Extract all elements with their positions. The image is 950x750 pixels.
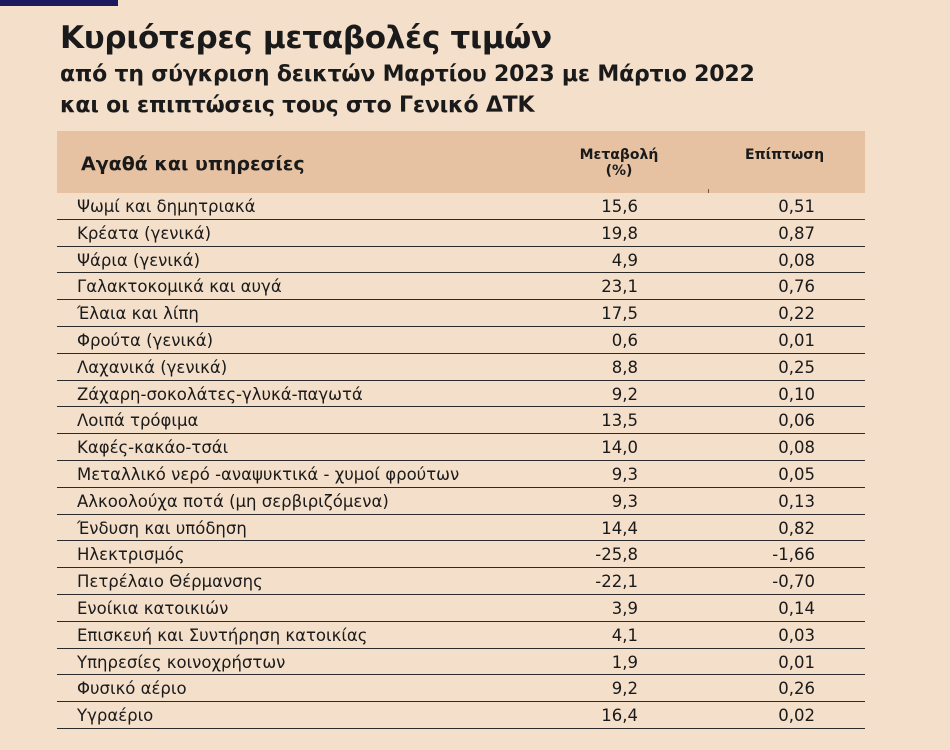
price-change-table	[57, 131, 865, 729]
cell-change-percent: 13,5	[601, 411, 638, 431]
cell-change-percent: 9,3	[611, 491, 638, 511]
table-row	[57, 622, 865, 649]
cell-goods: Ηλεκτρισμός	[77, 545, 185, 565]
cell-impact: 0,05	[778, 464, 815, 484]
cell-impact: 0,82	[778, 518, 815, 538]
cell-goods: Λαχανικά (γενικά)	[77, 357, 228, 377]
cell-impact: 0,10	[778, 384, 815, 404]
table-row	[57, 702, 865, 729]
cell-impact: 0,26	[778, 679, 815, 699]
cell-goods: Υπηρεσίες κοινοχρήστων	[77, 652, 286, 672]
page-title: Κυριότερες μεταβολές τιμών	[60, 20, 552, 56]
cell-goods: Υγραέριο	[77, 706, 154, 726]
cell-goods: Ζάχαρη-σοκολάτες-γλυκά-παγωτά	[77, 384, 363, 404]
cell-impact: 0,08	[778, 250, 815, 270]
cell-goods: Φρούτα (γενικά)	[77, 330, 214, 350]
cell-change-percent: 9,2	[611, 679, 638, 699]
column-header-impact: Επίπτωση	[745, 147, 825, 163]
cell-change-percent: 23,1	[601, 277, 638, 297]
cell-impact: 0,08	[778, 438, 815, 458]
cell-impact: 0,87	[778, 223, 815, 243]
cell-change-percent: 9,2	[611, 384, 638, 404]
cell-impact: 0,14	[778, 598, 815, 618]
column-header-goods: Αγαθά και υπηρεσίες	[81, 153, 305, 175]
cell-change-percent: 19,8	[601, 223, 638, 243]
table-row	[57, 649, 865, 676]
cell-change-percent: 17,5	[601, 304, 638, 324]
cell-impact: 0,01	[778, 652, 815, 672]
table-row	[57, 247, 865, 274]
cell-change-percent: 14,0	[601, 438, 638, 458]
table-row	[57, 300, 865, 327]
table-row	[57, 273, 865, 300]
accent-bar	[0, 0, 118, 6]
table-row	[57, 354, 865, 381]
cell-goods: Φυσικό αέριο	[77, 679, 187, 699]
table-row	[57, 515, 865, 542]
table-header	[57, 131, 865, 193]
cell-change-percent: 9,3	[611, 464, 638, 484]
table-row	[57, 488, 865, 515]
cell-change-percent: 4,9	[611, 250, 638, 270]
cell-change-percent: -25,8	[595, 545, 638, 565]
cell-goods: Επισκευή και Συντήρηση κατοικίας	[77, 625, 368, 645]
cell-goods: Γαλακτοκομικά και αυγά	[77, 277, 282, 297]
cell-change-percent: 0,6	[611, 330, 638, 350]
cell-change-percent: 15,6	[601, 197, 638, 216]
page-subtitle-line-2: και οι επιπτώσεις τους στο Γενικό ΔΤΚ	[60, 93, 535, 118]
cell-goods: Καφές-κακάο-τσάι	[77, 438, 229, 458]
cell-change-percent: 4,1	[611, 625, 638, 645]
table-row	[57, 434, 865, 461]
table-row	[57, 595, 865, 622]
cell-impact: 0,06	[778, 411, 815, 431]
cell-goods: Αλκοολούχα ποτά (μη σερβιριζόμενα)	[77, 491, 389, 511]
cell-goods: Ψωμί και δημητριακά	[77, 197, 256, 216]
table-row	[57, 327, 865, 354]
cell-impact: 0,01	[778, 330, 815, 350]
cell-change-percent: -22,1	[595, 572, 638, 592]
table-body	[57, 193, 865, 729]
cell-goods: Πετρέλαιο Θέρμανσης	[77, 572, 263, 592]
cell-change-percent: 1,9	[611, 652, 638, 672]
cell-impact: 0,22	[778, 304, 815, 324]
cell-impact: 0,02	[778, 706, 815, 726]
table-row	[57, 568, 865, 595]
table-row	[57, 541, 865, 568]
page-subtitle-line-1: από τη σύγκριση δεικτών Μαρτίου 2023 με Μάρτιο 2022	[60, 62, 755, 87]
cell-impact: 0,51	[778, 197, 815, 216]
cell-change-percent: 16,4	[601, 706, 638, 726]
cell-impact: 0,03	[778, 625, 815, 645]
cell-goods: Ψάρια (γενικά)	[77, 250, 201, 270]
cell-goods: Λοιπά τρόφιμα	[77, 411, 199, 431]
cell-impact: -1,66	[772, 545, 815, 565]
cell-goods: Μεταλλικό νερό -αναψυκτικά - χυμοί φρούτων	[77, 464, 460, 484]
table-row	[57, 381, 865, 408]
table-row	[57, 193, 865, 220]
cell-impact: 0,25	[778, 357, 815, 377]
cell-change-percent: 8,8	[611, 357, 638, 377]
column-header-change-unit: (%)	[605, 163, 633, 179]
cell-impact: -0,70	[772, 572, 815, 592]
cell-change-percent: 14,4	[601, 518, 638, 538]
cell-goods: Κρέατα (γενικά)	[77, 223, 212, 243]
cell-goods: Ένδυση και υπόδηση	[77, 518, 247, 538]
table-row	[57, 461, 865, 488]
cell-change-percent: 3,9	[611, 598, 638, 618]
cell-impact: 0,13	[778, 491, 815, 511]
table-row	[57, 407, 865, 434]
column-header-change-label: Μεταβολή	[579, 147, 659, 163]
table-row	[57, 675, 865, 702]
table-row	[57, 220, 865, 247]
cell-goods: Έλαια και λίπη	[77, 304, 199, 324]
cell-goods: Ενοίκια κατοικιών	[77, 598, 229, 618]
column-header-change	[569, 147, 669, 179]
cell-impact: 0,76	[778, 277, 815, 297]
